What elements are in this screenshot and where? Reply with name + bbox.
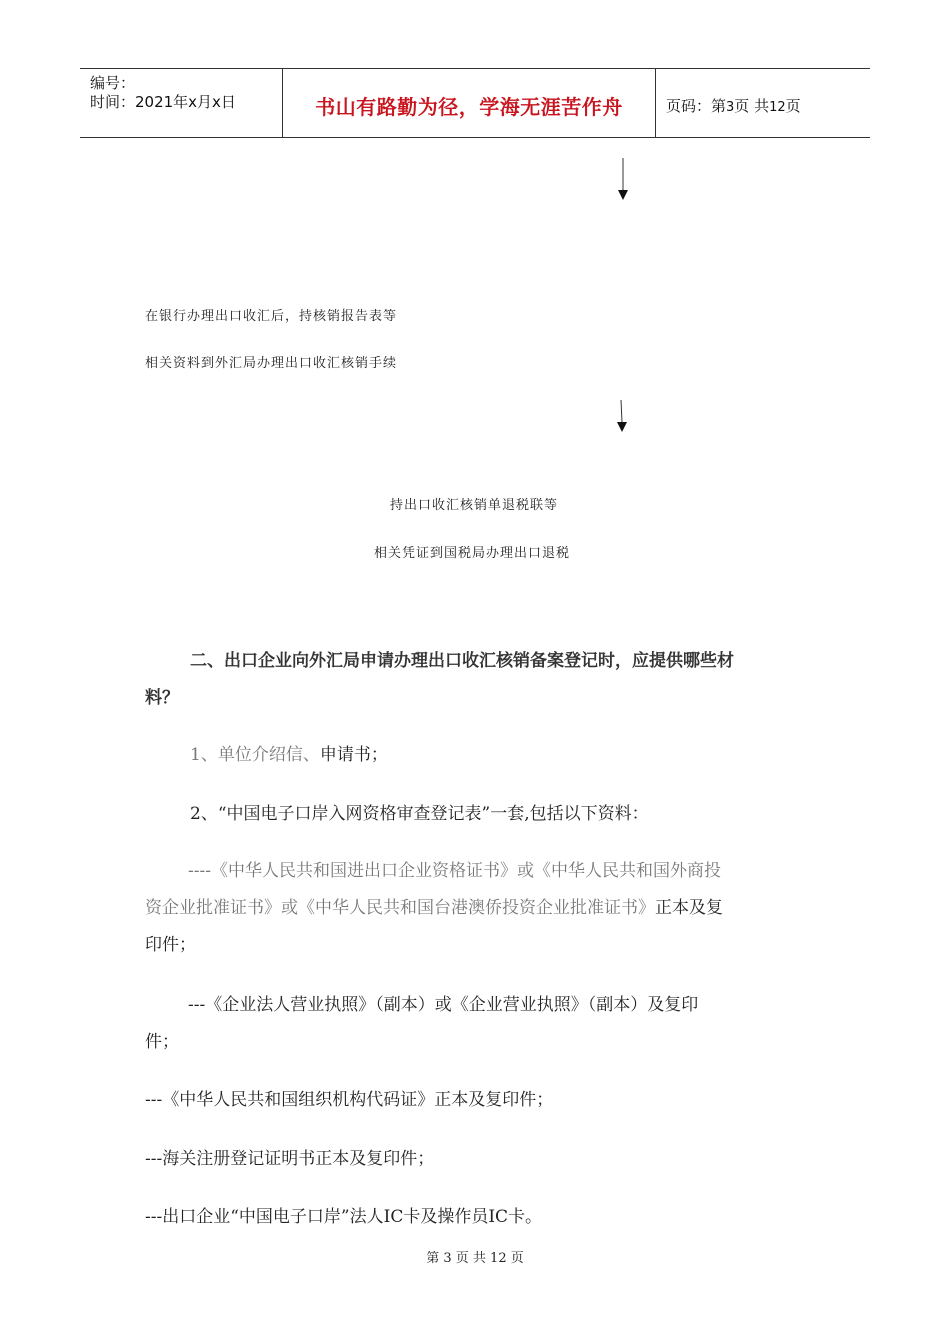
sub-item-1-line2-black: 正本及复 <box>655 898 723 918</box>
page-total: 12 <box>769 100 786 115</box>
sub-item-3: ---《中华人民共和国组织机构代码证》正本及复印件； <box>145 1090 554 1110</box>
page-mid: 页 共 <box>734 97 770 115</box>
list-item-2: 2、“中国电子口岸入网资格审查登记表”一套,包括以下资料： <box>190 804 649 824</box>
flow-step1-line2: 相关资料到外汇局办理出口收汇核销手续 <box>145 356 398 371</box>
section-heading-line2: 料？ <box>145 688 179 708</box>
page-prefix: 页码：第 <box>666 97 727 115</box>
page-footer: 第 3 页 共 12 页 <box>426 1251 524 1266</box>
list-item-1-gray: 1、单位介绍信、 <box>190 745 320 765</box>
document-date-label: 时间：2021年x月x日 <box>90 93 236 111</box>
sub-item-1-line2 <box>145 893 723 918</box>
sub-item-5: ---出口企业“中国电子口岸”法人IC卡及操作员IC卡。 <box>145 1207 543 1227</box>
page-suffix: 页 <box>785 97 801 115</box>
flow-step2-line2: 相关凭证到国税局办理出口退税 <box>374 546 571 561</box>
section-heading-line1: 二、出口企业向外汇局申请办理出口收汇核销备案登记时，应提供哪些材 <box>190 651 734 671</box>
page-header <box>80 68 870 138</box>
sub-item-2-line2: 件； <box>145 1032 179 1052</box>
sub-item-1-line1: ----《中华人民共和国进出口企业资格证书》或《中华人民共和国外商投 <box>188 861 721 881</box>
sub-item-1-line3: 印件； <box>145 935 196 955</box>
header-motto: 书山有路勤为径，学海无涯苦作舟 <box>315 95 623 119</box>
flow-arrow-down-icon <box>615 400 629 434</box>
flow-arrow-down-icon <box>616 158 630 202</box>
header-motto-cell <box>283 69 656 137</box>
page-current: 3 <box>726 100 735 115</box>
flow-step2-line1: 持出口收汇核销单退税联等 <box>390 498 559 513</box>
list-item-1-black: 申请书； <box>319 745 388 765</box>
list-item-1 <box>190 740 388 765</box>
header-page-cell <box>656 69 870 137</box>
header-meta-cell <box>80 69 283 137</box>
sub-item-1-line2-gray: 资企业批准证书》或《中华人民共和国台港澳侨投资企业批准证书》 <box>145 898 655 918</box>
sub-item-4: ---海关注册登记证明书正本及复印件； <box>145 1149 435 1169</box>
sub-item-2-line1: ---《企业法人营业执照》（副本）或《企业营业执照》（副本）及复印 <box>188 995 699 1015</box>
document-number-label: 编号： <box>90 74 136 92</box>
flow-step1-line1: 在银行办理出口收汇后，持核销报告表等 <box>145 309 398 324</box>
header-page-info <box>666 95 801 116</box>
